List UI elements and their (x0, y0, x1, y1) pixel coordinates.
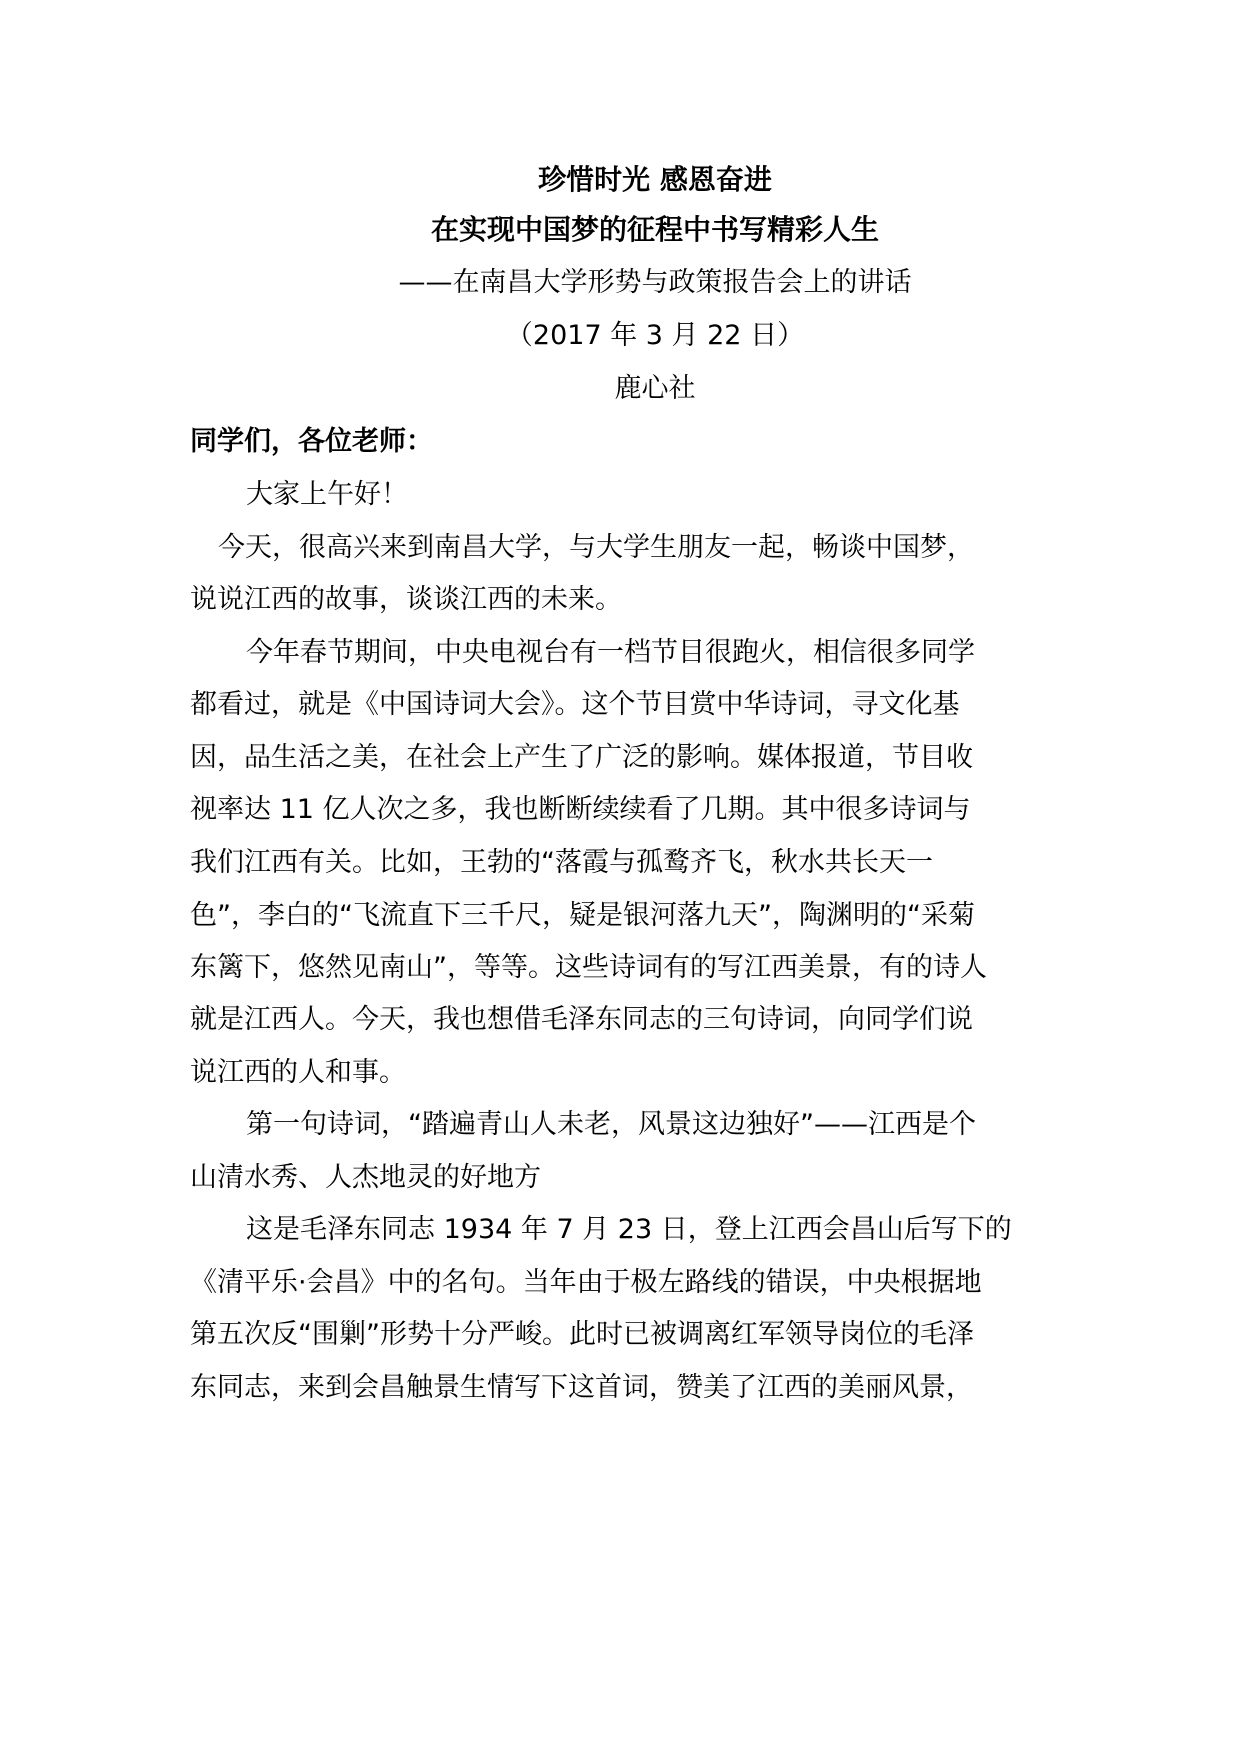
salutation: 同学们，各位老师： (190, 426, 433, 457)
body-line: 视率达 11 亿人次之多，我也断断续续看了几期。其中很多诗词与 (190, 794, 971, 825)
title-line-2: 在实现中国梦的征程中书写精彩人生 (430, 213, 879, 246)
body-line: 说江西的人和事。 (190, 1057, 406, 1088)
body-line: 色”，李白的“飞流直下三千尺，疑是银河落九天”，陶渊明的“采菊 (190, 900, 975, 931)
subtitle: ——在南昌大学形势与政策报告会上的讲话 (398, 267, 912, 298)
body-line: 第五次反“围剿”形势十分严峻。此时已被调离红军领导岗位的毛泽 (190, 1319, 974, 1350)
body-line: 就是江西人。今天，我也想借毛泽东同志的三句诗词，向同学们说 (190, 1004, 973, 1035)
body-line: 都看过，就是《中国诗词大会》。这个节目赏中华诗词，寻文化基 (190, 689, 960, 720)
body-line: 这是毛泽东同志 1934 年 7 月 23 日，登上江西会昌山后写下的 (246, 1214, 1012, 1245)
title-line-1: 珍惜时光 感恩奋进 (538, 163, 772, 196)
author-name: 鹿心社 (614, 373, 696, 404)
body-line: 我们江西有关。比如，王勃的“落霞与孤鹜齐飞，秋水共长天一 (190, 847, 933, 878)
body-line: 大家上午好！ (246, 479, 408, 510)
body-line: 《清平乐·会昌》中的名句。当年由于极左路线的错误，中央根据地 (190, 1267, 982, 1298)
body-line: 今天，很高兴来到南昌大学，与大学生朋友一起，畅谈中国梦， (218, 532, 974, 563)
body-line: 东篱下，悠然见南山”，等等。这些诗词有的写江西美景，有的诗人 (190, 952, 987, 983)
body-line: 今年春节期间，中央电视台有一档节目很跑火，相信很多同学 (246, 637, 975, 668)
body-line: 说说江西的故事，谈谈江西的未来。 (190, 584, 622, 615)
speech-date: （2017 年 3 月 22 日） (505, 320, 805, 351)
body-line: 东同志，来到会昌触景生情写下这首词，赞美了江西的美丽风景， (190, 1372, 973, 1403)
body-line: 山清水秀、人杰地灵的好地方 (190, 1162, 541, 1193)
body-line: 第一句诗词，“踏遍青山人未老，风景这边独好”——江西是个 (246, 1109, 976, 1140)
body-line: 因，品生活之美，在社会上产生了广泛的影响。媒体报道，节目收 (190, 742, 973, 773)
